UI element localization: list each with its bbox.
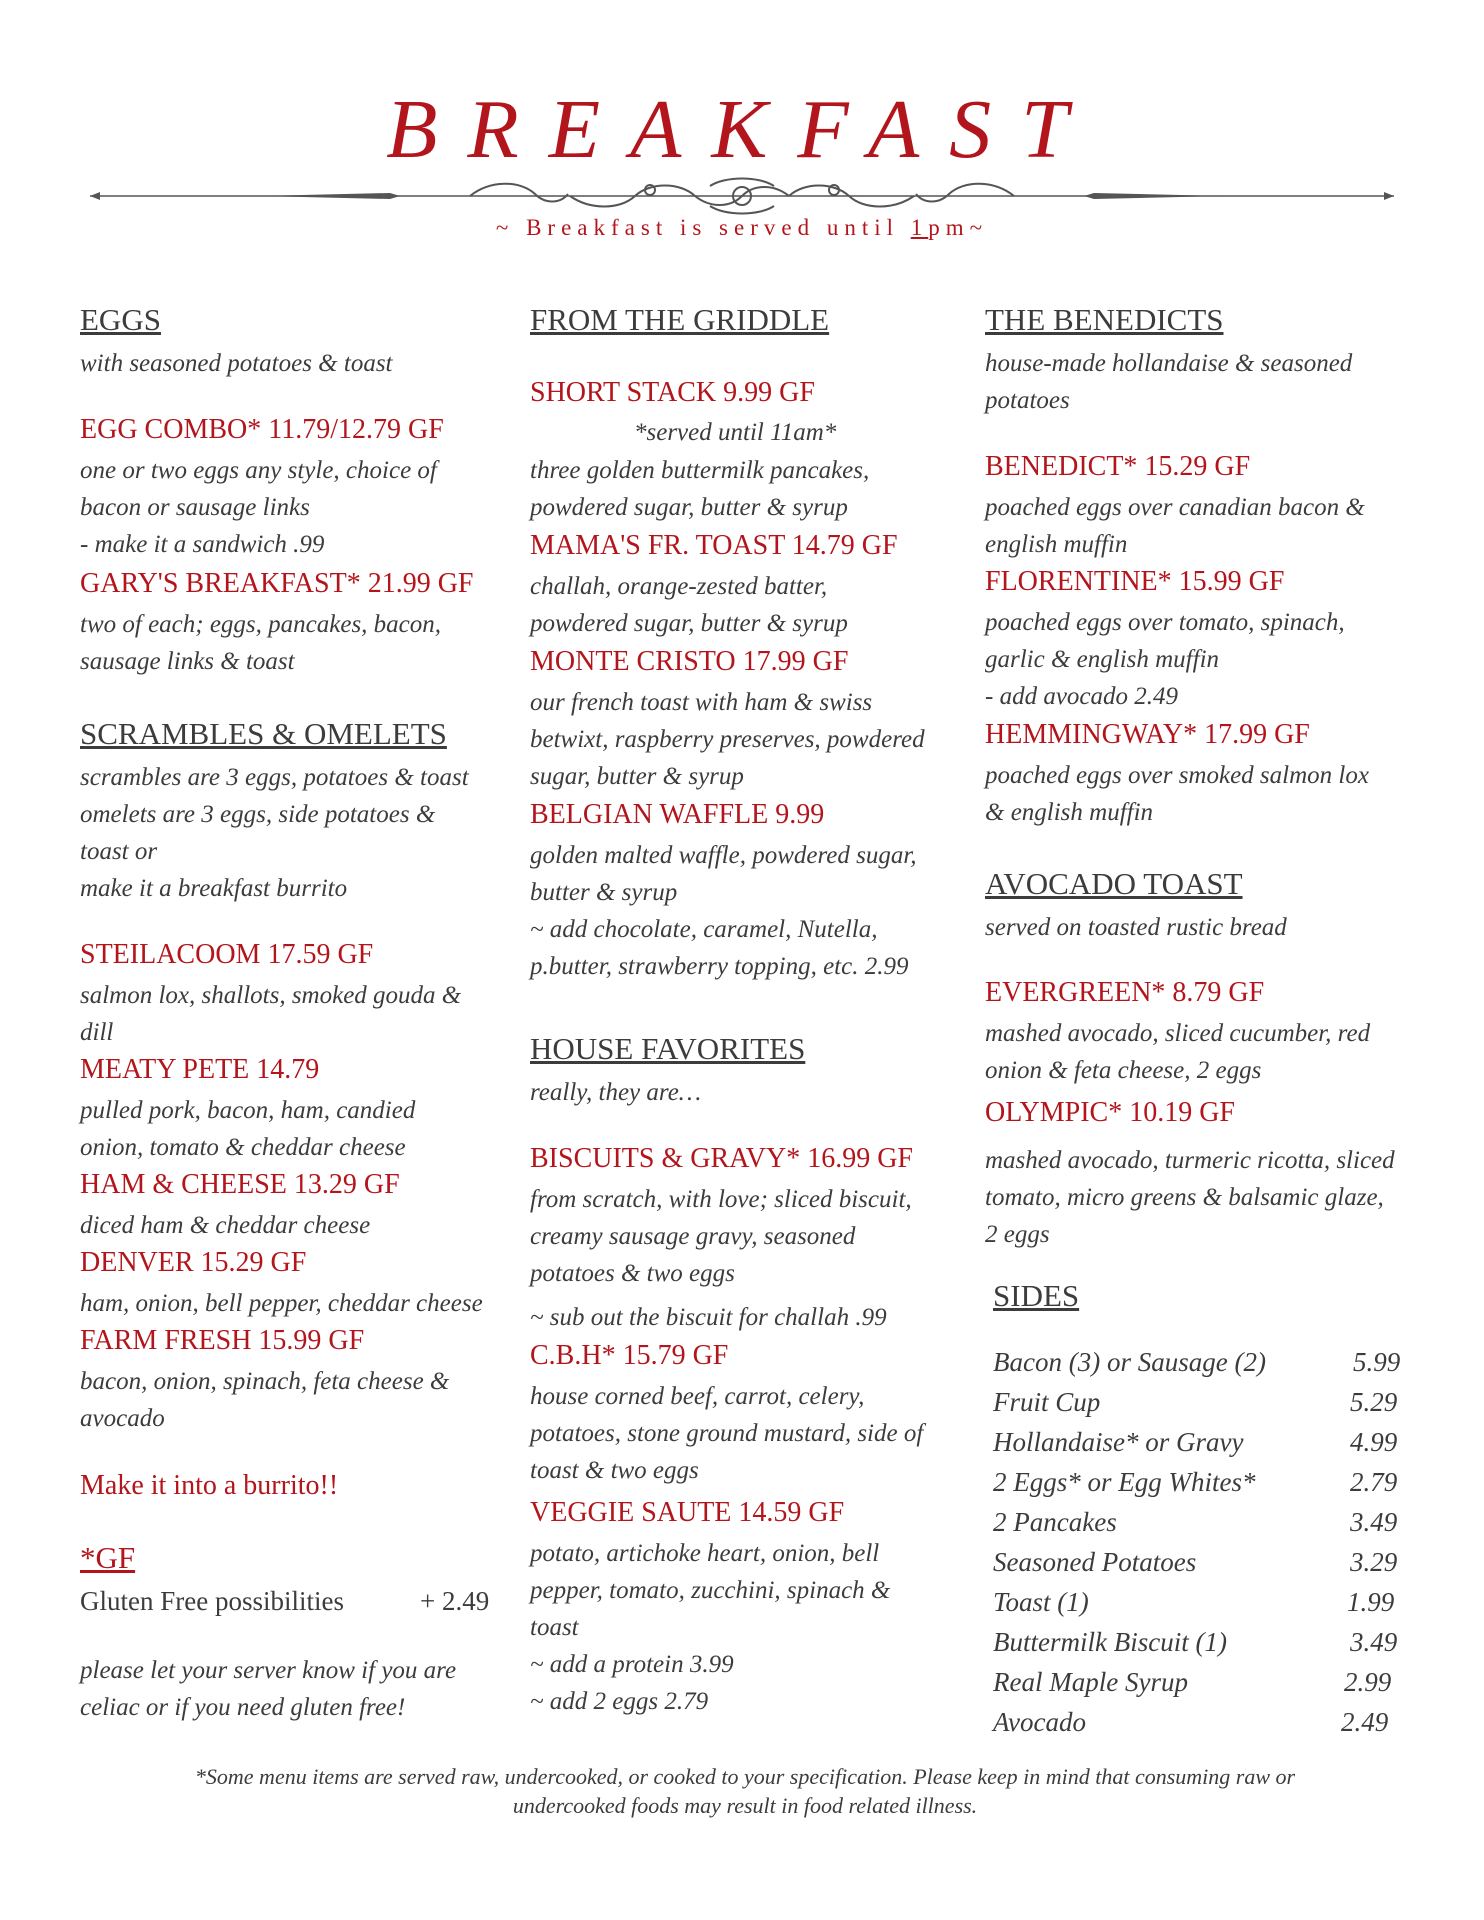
item-description: house corned beef, carrot, celery,: [530, 1383, 865, 1410]
item-description: challah, orange-zested batter,: [530, 573, 828, 600]
item-description: poached eggs over smoked salmon lox: [985, 762, 1369, 789]
item-description: poached eggs over canadian bacon &: [985, 494, 1365, 521]
side-item-price: 3.49: [1350, 1627, 1398, 1657]
item-description: ham, onion, bell pepper, cheddar cheese: [80, 1290, 483, 1317]
item-description: potatoes & two eggs: [530, 1260, 735, 1287]
side-item-name: Hollandaise* or Gravy: [993, 1427, 1244, 1457]
item-description: sausage links & toast: [80, 648, 295, 675]
section-griddle-heading: FROM THE GRIDDLE: [530, 302, 830, 337]
burrito-note: Make it into a burrito!!: [80, 1470, 339, 1501]
item-description: sugar, butter & syrup: [530, 763, 744, 790]
section-subtitle: served on toasted rustic bread: [985, 914, 1287, 941]
side-item-name: Bacon (3) or Sausage (2): [993, 1347, 1266, 1377]
gluten-free-note: celiac or if you need gluten free!: [80, 1694, 406, 1721]
side-item-price: 5.99: [1353, 1347, 1401, 1377]
service-hours: ~ Breakfast is served until 1pm~: [495, 215, 989, 240]
disclaimer-line: *Some menu items are served raw, undercooked, or cooked to your specification. Please keep in mind that consuming raw or: [194, 1764, 1296, 1789]
item-description: english muffin: [985, 531, 1128, 558]
item-description: toast: [530, 1614, 579, 1641]
side-item-name: 2 Pancakes: [993, 1507, 1117, 1537]
item-description: pulled pork, bacon, ham, candied: [80, 1097, 416, 1124]
side-item-price: 2.49: [1341, 1707, 1389, 1737]
section-description: make it a breakfast burrito: [80, 875, 348, 902]
item-description: tomato, micro greens & balsamic glaze,: [985, 1184, 1384, 1211]
item-addon: p.butter, strawberry topping, etc. 2.99: [530, 953, 909, 980]
side-item-name: 2 Eggs* or Egg Whites*: [993, 1467, 1256, 1497]
item-description: potatoes, stone ground mustard, side of: [530, 1420, 924, 1447]
item-description: garlic & english muffin: [985, 646, 1220, 673]
section-eggs-heading: EGGS: [80, 302, 161, 337]
side-item-price: 3.49: [1350, 1507, 1398, 1537]
item-description: onion, tomato & cheddar cheese: [80, 1134, 406, 1161]
side-item-name: Avocado: [993, 1707, 1086, 1737]
item-veggie-saute: VEGGIE SAUTE 14.59 GF: [530, 1497, 845, 1528]
item-addon: - add avocado 2.49: [985, 683, 1179, 710]
item-addon: ~ add 2 eggs 2.79: [530, 1688, 709, 1715]
section-subtitle: really, they are…: [530, 1079, 702, 1106]
side-item-price: 2.79: [1350, 1467, 1398, 1497]
item-description: diced ham & cheddar cheese: [80, 1212, 371, 1239]
side-item-price: 4.99: [1350, 1427, 1398, 1457]
side-item-price: 3.29: [1350, 1547, 1398, 1577]
item-benedict: BENEDICT* 15.29 GF: [985, 451, 1251, 482]
item-description: poached eggs over tomato, spinach,: [985, 609, 1345, 636]
section-house-favorites-heading: HOUSE FAVORITES: [530, 1031, 806, 1066]
item-monte-cristo: MONTE CRISTO 17.99 GF: [530, 646, 849, 677]
ornamental-divider: [90, 176, 1394, 216]
item-note: *served until 11am*: [634, 419, 837, 446]
section-gf-heading: *GF: [80, 1540, 136, 1575]
section-scrambles-heading: SCRAMBLES & OMELETS: [80, 716, 447, 751]
item-olympic: OLYMPIC* 10.19 GF: [985, 1097, 1236, 1128]
item-addon: - make it a sandwich .99: [80, 531, 325, 558]
gluten-free-line: Gluten Free possibilities: [80, 1586, 344, 1616]
side-item-name: Real Maple Syrup: [993, 1667, 1188, 1697]
item-description: three golden buttermilk pancakes,: [530, 457, 870, 484]
item-hemmingway: HEMMINGWAY* 17.99 GF: [985, 719, 1310, 750]
side-item-price: 5.29: [1350, 1387, 1398, 1417]
item-description: pepper, tomato, zucchini, spinach &: [530, 1577, 891, 1604]
item-cbh: C.B.H* 15.79 GF: [530, 1340, 729, 1371]
item-short-stack: SHORT STACK 9.99 GF: [530, 377, 815, 408]
item-garys-breakfast: GARY'S BREAKFAST* 21.99 GF: [80, 568, 474, 599]
section-sides-heading: SIDES: [993, 1278, 1080, 1313]
raw-food-disclaimer: [100, 1762, 1390, 1820]
side-item-price: 2.99: [1344, 1667, 1392, 1697]
item-florentine: FLORENTINE* 15.99 GF: [985, 566, 1285, 597]
item-description: potato, artichoke heart, onion, bell: [530, 1540, 880, 1567]
item-addon: ~ sub out the biscuit for challah .99: [530, 1304, 887, 1331]
item-meaty-pete: MEATY PETE 14.79: [80, 1054, 320, 1085]
section-description: toast or: [80, 838, 158, 865]
item-description: 2 eggs: [985, 1221, 1050, 1248]
item-addon: ~ add chocolate, caramel, Nutella,: [530, 916, 878, 943]
item-description: one or two eggs any style, choice of: [80, 457, 437, 484]
item-biscuits-gravy: BISCUITS & GRAVY* 16.99 GF: [530, 1143, 913, 1174]
item-mamas-french-toast: MAMA'S FR. TOAST 14.79 GF: [530, 530, 898, 561]
item-description: our french toast with ham & swiss: [530, 689, 873, 716]
side-item-name: Fruit Cup: [993, 1387, 1101, 1417]
side-item-name: Seasoned Potatoes: [993, 1547, 1197, 1577]
item-description: salmon lox, shallots, smoked gouda &: [80, 982, 462, 1009]
item-steilacoom: STEILACOOM 17.59 GF: [80, 939, 374, 970]
item-description: powdered sugar, butter & syrup: [530, 494, 848, 521]
item-description: dill: [80, 1019, 114, 1046]
gluten-free-note: please let your server know if you are: [80, 1657, 457, 1684]
item-addon: ~ add a protein 3.99: [530, 1651, 734, 1678]
section-eggs-subtitle: with seasoned potatoes & toast: [80, 350, 393, 377]
section-avocado-toast-heading: AVOCADO TOAST: [985, 866, 1243, 901]
section-benedicts-heading: THE BENEDICTS: [985, 302, 1224, 337]
item-description: betwixt, raspberry preserves, powdered: [530, 726, 925, 753]
gluten-free-price: + 2.49: [420, 1586, 490, 1616]
side-item-name: Buttermilk Biscuit (1): [993, 1627, 1227, 1657]
side-item-name: Toast (1): [993, 1587, 1089, 1617]
item-description: golden malted waffle, powdered sugar,: [530, 842, 917, 869]
item-description: creamy sausage gravy, seasoned: [530, 1223, 856, 1250]
item-belgian-waffle: BELGIAN WAFFLE 9.99: [530, 799, 825, 830]
item-denver: DENVER 15.29 GF: [80, 1247, 307, 1278]
item-farm-fresh: FARM FRESH 15.99 GF: [80, 1325, 365, 1356]
item-description: from scratch, with love; sliced biscuit,: [530, 1186, 912, 1213]
item-description: powdered sugar, butter & syrup: [530, 610, 848, 637]
menu-title: BREAKFAST: [386, 83, 1098, 176]
disclaimer-line: undercooked foods may result in food related illness.: [512, 1793, 978, 1818]
item-description: & english muffin: [985, 799, 1154, 826]
item-description: two of each; eggs, pancakes, bacon,: [80, 611, 442, 638]
section-description: omelets are 3 eggs, side potatoes &: [80, 801, 436, 828]
item-description: mashed avocado, sliced cucumber, red: [985, 1020, 1371, 1047]
item-description: onion & feta cheese, 2 eggs: [985, 1057, 1262, 1084]
item-ham-cheese: HAM & CHEESE 13.29 GF: [80, 1169, 400, 1200]
section-description: scrambles are 3 eggs, potatoes & toast: [80, 764, 469, 791]
section-description: potatoes: [985, 387, 1070, 414]
side-item-price: 1.99: [1347, 1587, 1395, 1617]
item-description: bacon or sausage links: [80, 494, 310, 521]
item-description: mashed avocado, turmeric ricotta, sliced: [985, 1147, 1395, 1174]
item-egg-combo: EGG COMBO* 11.79/12.79 GF: [80, 414, 444, 445]
item-description: bacon, onion, spinach, feta cheese &: [80, 1368, 450, 1395]
item-description: avocado: [80, 1405, 165, 1432]
section-description: house-made hollandaise & seasoned: [985, 350, 1353, 377]
item-evergreen: EVERGREEN* 8.79 GF: [985, 977, 1265, 1008]
item-description: toast & two eggs: [530, 1457, 699, 1484]
item-description: butter & syrup: [530, 879, 678, 906]
